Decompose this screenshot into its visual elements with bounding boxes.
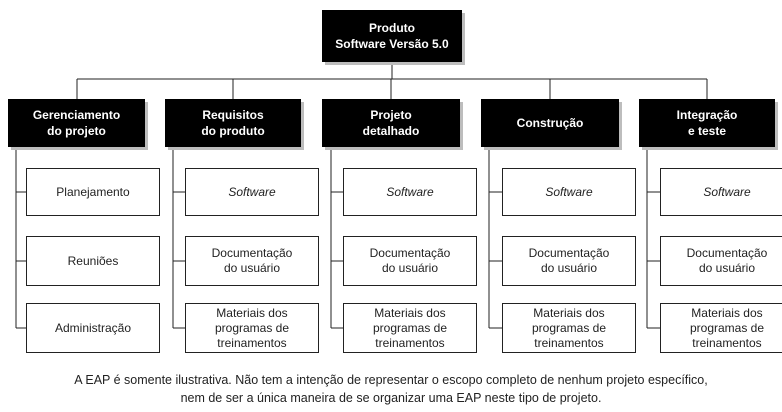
root-node: Produto Software Versão 5.0 xyxy=(322,10,462,62)
leaf-node: Materiais dos programas de treinamentos xyxy=(660,303,782,353)
leaf-node: Materiais dos programas de treinamentos xyxy=(502,303,636,353)
leaf-node: Software xyxy=(185,168,319,216)
leaf-node: Reuniões xyxy=(26,236,160,286)
category-node-requisitos: Requisitos do produto xyxy=(165,99,301,147)
leaf-node: Materiais dos programas de treinamentos xyxy=(343,303,477,353)
leaf-node: Documentação do usuário xyxy=(502,236,636,286)
leaf-node: Documentação do usuário xyxy=(660,236,782,286)
category-node-gerenciamento: Gerenciamento do projeto xyxy=(8,99,145,147)
category-node-projeto: Projeto detalhado xyxy=(322,99,460,147)
leaf-node: Administração xyxy=(26,303,160,353)
leaf-node: Software xyxy=(343,168,477,216)
leaf-node: Documentação do usuário xyxy=(343,236,477,286)
category-node-integracao: Integração e teste xyxy=(639,99,775,147)
leaf-node: Documentação do usuário xyxy=(185,236,319,286)
leaf-node: Materiais dos programas de treinamentos xyxy=(185,303,319,353)
category-node-construcao: Construção xyxy=(481,99,619,147)
caption: A EAP é somente ilustrativa. Não tem a intenção de representar o escopo completo de nenhum projeto específico, nem de ser a única maneira de se organizar uma EAP neste tipo de projeto. xyxy=(74,373,708,405)
leaf-node: Planejamento xyxy=(26,168,160,216)
leaf-node: Software xyxy=(502,168,636,216)
leaf-node: Software xyxy=(660,168,782,216)
